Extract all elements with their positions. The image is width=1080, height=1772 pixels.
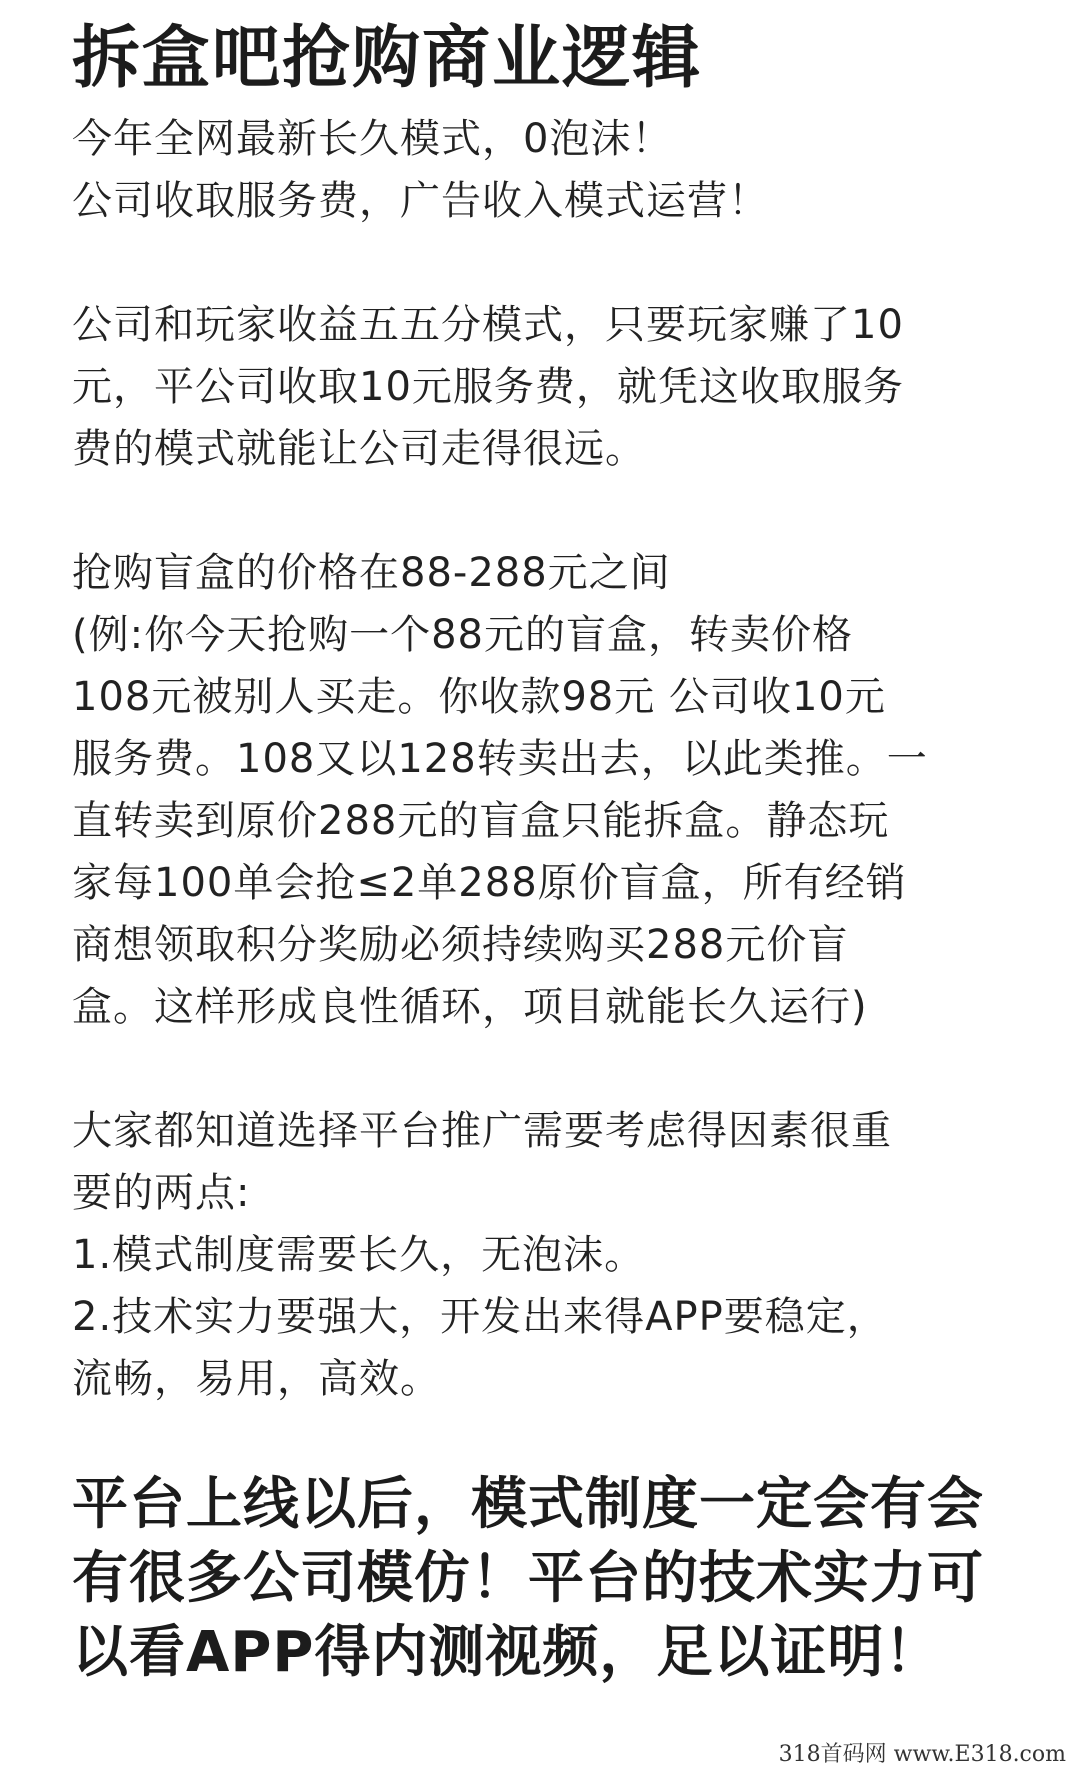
emphasis-line: 有很多公司模仿！平台的技术实力可 bbox=[72, 1546, 984, 1611]
text-line: 流畅，易用，高效。 bbox=[72, 1356, 441, 1402]
text-line: 公司和玩家收益五五分模式，只要玩家赚了10 bbox=[72, 302, 904, 348]
text-line: 108元被别人买走。你收款98元 公司收10元 bbox=[72, 674, 886, 720]
text-line: 服务费。108又以128转卖出去，以此类推。一 bbox=[72, 736, 928, 782]
text-line: 元，平公司收取10元服务费，就凭这收取服务 bbox=[72, 364, 904, 410]
paragraph-blind-box-pricing bbox=[72, 542, 1032, 1038]
watermark: 318首码网 www.E318.com bbox=[775, 1737, 1070, 1768]
text-line: 大家都知道选择平台推广需要考虑得因素很重 bbox=[72, 1108, 892, 1154]
text-line: 家每100单会抢≤2单288原价盲盒，所有经销 bbox=[72, 860, 907, 906]
emphasis-line: 以看APP得内测视频，足以证明！ bbox=[72, 1620, 942, 1685]
paragraph-gap bbox=[72, 1038, 1032, 1100]
paragraph-gap bbox=[72, 480, 1032, 542]
page-title: 拆盒吧抢购商业逻辑 bbox=[72, 19, 703, 98]
list-item: 2.技术实力要强大，开发出来得APP要稳定， bbox=[72, 1294, 888, 1340]
text-line: 抢购盲盒的价格在88-288元之间 bbox=[72, 550, 671, 596]
text-line: 今年全网最新长久模式，0泡沫！ bbox=[72, 116, 673, 162]
list-item: 1.模式制度需要长久，无泡沫。 bbox=[72, 1232, 646, 1278]
text-line: 费的模式就能让公司走得很远。 bbox=[72, 426, 646, 472]
emphasis-block bbox=[72, 1468, 1032, 1690]
text-line: 直转卖到原价288元的盲盒只能拆盒。静态玩 bbox=[72, 798, 890, 844]
emphasis-line: 平台上线以后，模式制度一定会有会 bbox=[72, 1472, 984, 1537]
text-line: 要的两点: bbox=[72, 1170, 251, 1216]
text-line: 公司收取服务费，广告收入模式运营！ bbox=[72, 178, 769, 224]
text-line: 商想领取积分奖励必须持续购买288元价盲 bbox=[72, 922, 849, 968]
paragraph-gap bbox=[72, 232, 1032, 294]
article bbox=[72, 14, 1032, 1690]
paragraph-revenue-split bbox=[72, 294, 1032, 480]
paragraph-platform-criteria bbox=[72, 1100, 1032, 1410]
text-line: (例:你今天抢购一个88元的盲盒，转卖价格 bbox=[72, 612, 853, 658]
text-line: 盒。这样形成良性循环，项目就能长久运行) bbox=[72, 984, 868, 1030]
paragraph-intro bbox=[72, 108, 1032, 232]
